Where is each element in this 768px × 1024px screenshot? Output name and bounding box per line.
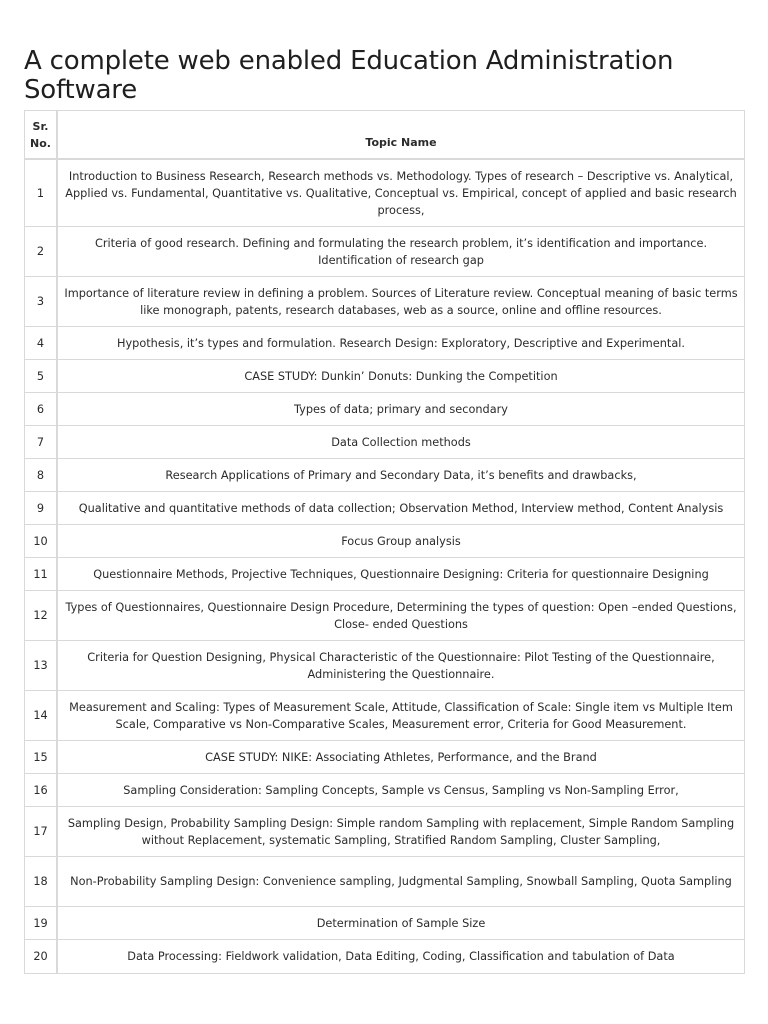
topic-cell: CASE STUDY: Dunkin’ Donuts: Dunking the Competition xyxy=(58,360,744,393)
table-row xyxy=(25,940,744,973)
topic-cell: Types of Questionnaires, Questionnaire Design Procedure, Determining the types of question: Open –ended Questions, Close- ended Questions xyxy=(58,591,744,641)
sr-no-cell: 7 xyxy=(25,426,58,459)
topic-cell: Sampling Design, Probability Sampling Design: Simple random Sampling with replacement, Simple Random Sampling without Replacement, systematic Sampling, Stratified Random Sampling, Cluster Sampling, xyxy=(58,807,744,857)
topic-cell: Determination of Sample Size xyxy=(58,907,744,940)
sr-no-cell: 14 xyxy=(25,691,58,741)
topic-cell: Qualitative and quantitative methods of data collection; Observation Method, Interview method, Content Analysis xyxy=(58,492,744,525)
table-row xyxy=(25,774,744,807)
table-row xyxy=(25,492,744,525)
table-row xyxy=(25,558,744,591)
sr-no-cell: 3 xyxy=(25,277,58,327)
table-row xyxy=(25,459,744,492)
sr-no-cell: 8 xyxy=(25,459,58,492)
topic-cell: Questionnaire Methods, Projective Techniques, Questionnaire Designing: Criteria for questionnaire Designing xyxy=(58,558,744,591)
topic-cell: Data Collection methods xyxy=(58,426,744,459)
topic-cell: Research Applications of Primary and Secondary Data, it’s benefits and drawbacks, xyxy=(58,459,744,492)
table-row xyxy=(25,227,744,277)
table-row xyxy=(25,641,744,691)
topic-cell: Criteria for Question Designing, Physical Characteristic of the Questionnaire: Pilot Testing of the Questionnaire, Administering the Questionnaire. xyxy=(58,641,744,691)
table-header-row xyxy=(25,111,744,160)
topic-cell: Data Processing: Fieldwork validation, Data Editing, Coding, Classification and tabulation of Data xyxy=(127,950,675,963)
sr-no-cell: 1 xyxy=(25,160,58,227)
topic-cell: Measurement and Scaling: Types of Measurement Scale, Attitude, Classification of Scale: Single item vs Multiple Item Scale, Comparative vs Non-Comparative Scales, Measurement error, Criteria for Good Measurement. xyxy=(58,691,744,741)
sr-no-cell: 18 xyxy=(25,857,58,907)
sr-no-cell: 15 xyxy=(25,741,58,774)
table-row xyxy=(25,327,744,360)
topic-cell: Focus Group analysis xyxy=(58,525,744,558)
table-row xyxy=(25,741,744,774)
table-row xyxy=(25,360,744,393)
table-row xyxy=(25,857,744,907)
topic-cell: Introduction to Business Research, Research methods vs. Methodology. Types of research – Descriptive vs. Analytical, Applied vs. Fundamental, Quantitative vs. Qualitative, Conceptual vs. Empirical, concept of applied and basic research process, xyxy=(58,160,744,227)
page-title: A complete web enabled Education Administration Software xyxy=(24,46,674,105)
topic-cell: Sampling Consideration: Sampling Concepts, Sample vs Census, Sampling vs Non-Sampling Error, xyxy=(58,774,744,807)
topic-cell: Importance of literature review in defining a problem. Sources of Literature review. Conceptual meaning of basic terms like monograph, patents, research databases, web as a source, online and offline resources. xyxy=(58,277,744,327)
table-row xyxy=(25,277,744,327)
table-body xyxy=(25,160,744,973)
sr-no-cell: 17 xyxy=(25,807,58,857)
table-row xyxy=(25,691,744,741)
header-sr-no: Sr. No. xyxy=(25,111,58,160)
table-row xyxy=(25,393,744,426)
sr-no-cell: 6 xyxy=(25,393,58,426)
sr-no-cell: 2 xyxy=(25,227,58,277)
table-row xyxy=(25,591,744,641)
topic-cell: Types of data; primary and secondary xyxy=(58,393,744,426)
topic-cell: Criteria of good research. Defining and formulating the research problem, it’s identification and importance. Identification of research gap xyxy=(58,227,744,277)
sr-no-cell: 16 xyxy=(25,774,58,807)
topics-table xyxy=(24,110,745,974)
sr-no-cell: 13 xyxy=(25,641,58,691)
table-row xyxy=(25,426,744,459)
sr-no-cell: 20 xyxy=(25,940,58,973)
table-row xyxy=(25,160,744,227)
sr-no-cell: 10 xyxy=(25,525,58,558)
sr-no-cell: 5 xyxy=(25,360,58,393)
sr-no-cell: 19 xyxy=(25,907,58,940)
sr-no-cell: 4 xyxy=(25,327,58,360)
sr-no-cell: 9 xyxy=(25,492,58,525)
table-row xyxy=(25,525,744,558)
topic-cell: CASE STUDY: NIKE: Associating Athletes, Performance, and the Brand xyxy=(58,741,744,774)
sr-no-cell: 12 xyxy=(25,591,58,641)
table-row xyxy=(25,807,744,857)
table-row xyxy=(25,907,744,940)
header-topic-name: Topic Name xyxy=(58,111,744,160)
topic-cell: Hypothesis, it’s types and formulation. Research Design: Exploratory, Descriptive and Experimental. xyxy=(58,327,744,360)
sr-no-cell: 11 xyxy=(25,558,58,591)
topic-cell: Non-Probability Sampling Design: Convenience sampling, Judgmental Sampling, Snowball Sampling, Quota Sampling xyxy=(58,857,744,907)
